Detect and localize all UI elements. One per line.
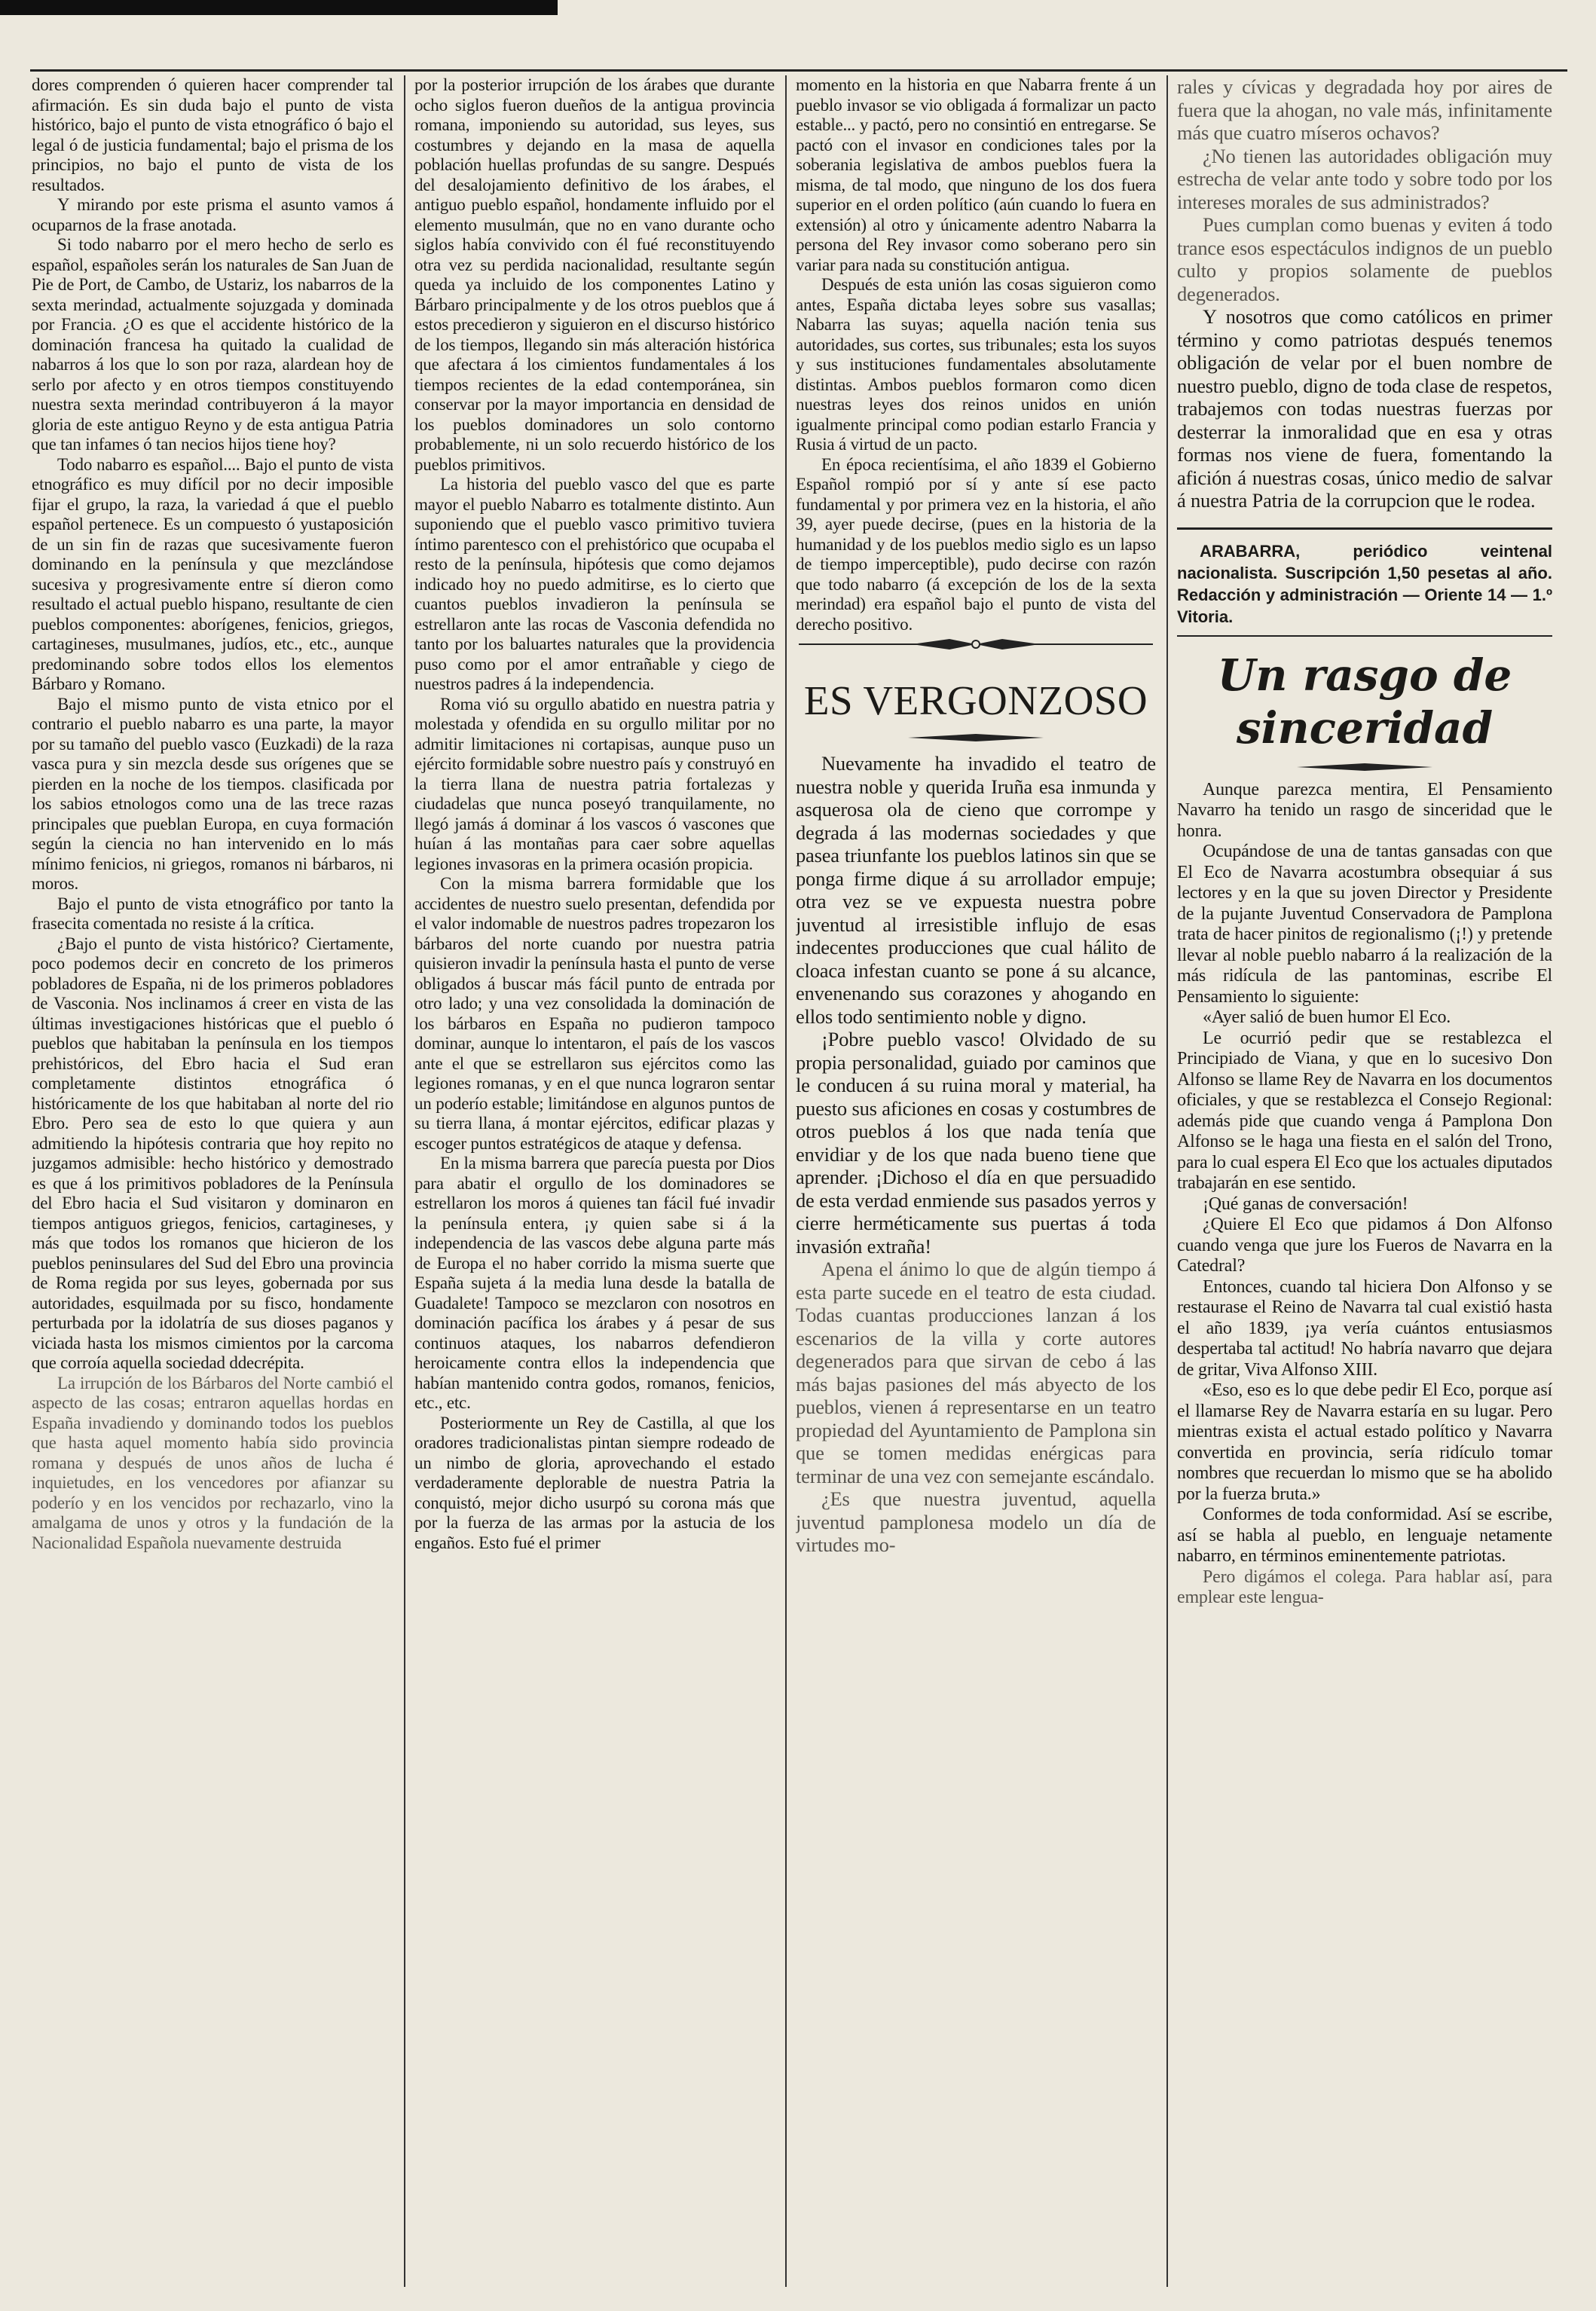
article-continuation <box>1177 75 1552 512</box>
paragraph: La irrupción de los Bárbaros del Norte cambió el aspecto de las cosas; entraron aquellas hordas en España invadiendo y dominando todos los pueblos que hasta aquel momento había sido provincia romana y después de unos años de lucha é inquietudes, en los vencedores por afianzar su poderío y en los vencidos por rechazarlo, vino la amalgama de unos y otros y la fundación de la Nacionalidad Española nuevamente destruida <box>32 1373 393 1552</box>
paragraph: «Eso, eso es lo que debe pedir El Eco, porque así el llamarse Rey de Navarra estaría en su lugar. Pero mientras exista el actual estado político y Navarra convertida en provincia, sería ridículo tomar nombres que recuerdan lo mismo que se ha abolido por la fuerza bruta.» <box>1177 1380 1552 1504</box>
paragraph: Conformes de toda conformidad. Así se escribe, así se habla al pueblo, en lenguaje netamente nabarro, en términos eminentemente patriotas. <box>1177 1505 1552 1566</box>
paragraph: Pues cumplan como buenas y eviten á todo trance esos espectáculos indignos de un pueblo culto y propios solamente de pueblos degenerados. <box>1177 213 1552 305</box>
paragraph: ¿Bajo el punto de vista histórico? Ciertamente, poco podemos decir en concreto de los primeros pobladores de España, ni de los primeros pobladores de Vasconia. Nos inclinamos á creer en vista de las últimas investigaciones históricas que el pueblo ó pueblos que habitaban la península en los tiempos prehistóricos, del Ebro hacia el Sud eran completamente distintos etnográfica ó históricamente de los que habitaban al norte del rio Ebro. Pero sea de esto lo que quiera y aun admitiendo la hipótesis contraria que hoy repito no juzgamos admisible: hecho histórico y demostrado es que á los primitivos pobladores de la Península del Ebro hacia el Sud visitaron y dominaron en tiempos antiguos griegos, fenicios, cartagineses, y más que todos los romanos que hicieron de los pueblos peninsulares del Sud del Ebro una provincia de Roma regida por sus leyes, gobernada por sus autoridades, esquilmada por su fisco, hondamente perturbada por la idolatría de sus dioses paganos y viciada hasta los mismos cimientos por la carcoma que corroía aquella sociedad ddecrépita. <box>32 934 393 1372</box>
article-title: ES VERGONZOSO <box>803 677 1148 723</box>
paragraph: Ocupándose de una de tantas gansadas con que El Eco de Navarra acostumbra obsequiar á sus lectores y en la que su joven Director y Presidente de la pujante Juventud Conservadora de Pamplona trata de hacer pinitos de regionalismo (¡!) y pretende llevar al noble pueblo nabarro á la realización de la más ridícula de las pantominas, escribe El Pensamiento lo siguiente: <box>1177 842 1552 1007</box>
paragraph: ¿No tienen las autoridades obligación muy estrecha de velar ante todo y sobre todo por los intereses morales de sus administrados? <box>1177 144 1552 213</box>
paragraph: Nuevamente ha invadido el teatro de nuestra noble y querida Iruña esa inmunda y asquerosa ola de cieno que corrompe y degrada á las modernas sociedades y que pasea triunfante los pueblos latinos sin que se ponga firme dique á su arrollador empuje; otra vez se ve expuesta nuestra pobre juventud al irresistible influjo de esas indecentes producciones que cual hálito de cloaca infestan cuanto se pone á su alcance, envenenando sus corazones y ahogando en ellos todo sentimiento noble y digno. <box>796 752 1156 1028</box>
column-1 <box>32 75 393 2287</box>
paragraph: rales y cívicas y degradada hoy por aires de fuera que la ahogan, no vale más, infinitamente más que cuatro míseros ochavos? <box>1177 75 1552 144</box>
paragraph: En época recientísima, el año 1839 el Gobierno Español rompió por sí y ante sí ese pacto fundamental y por primera vez en la historia, el año 39, ayer puede decirse, (pues en la historia de la humanidad y de los pueblos medio siglo es un lapso de tiempo imperceptible), pudo decirse con razón que todo nabarro (á excepción de los de la sexta merindad) era español bajo el punto de vista del derecho positivo. <box>796 454 1156 634</box>
article-body <box>1177 780 1552 1609</box>
paragraph: Bajo el mismo punto de vista etnico por el contrario el pueblo nabarro es una parte, la mayor por su tamaño del pueblo vasco (Euzkadi) de la raza vasca pura y sin mezcla desde sus orígenes que se pierden en la noche de los tiempos. clasificada por los sabios etnologos como una de las trece razas principales que pueblan Europa, en cuya formación según la ciencia no han intervenido en lo más mínimo fenicios, ni griegos, romanos ni bárbaros, ni moros. <box>32 694 393 893</box>
paragraph: por la posterior irrupción de los árabes que durante ocho siglos fueron dueños de la antigua provincia romana, imponiendo su autoridad, sus leyes, sus costumbres y dejando en la masa de aquella población huellas profundas de su sangre. Después del desalojamiento definitivo de los árabes, el antiguo pueblo español, hondamente influido por el elemento musulmán, que no en vano durante ocho siglos había convivido con él fué reconstituyendo otra vez su perdida nacionalidad, resultante según queda ya incluido de los componentes Latino y Bárbaro principalmente y de los otros pueblos que á estos precedieron y siguieron en el discurso histórico de los tiempos, llegando sin más alteración histórica que afectara á los cimientos fundamentales á los tiempos recientes de la edad contemporánea, sin conservar por la mayor importancia en densidad de los pueblos dominadores un solo contorno probablemente, ni un solo recuerdo histórico de los pueblos primitivos. <box>414 75 775 474</box>
paragraph: Y nosotros que como católicos en primer término y como patriotas después tenemos obligación de velar por el buen nombre de nuestro pueblo, digno de toda clase de respetos, trabajemos con todas nuestras fuerzas por desterrar la inmoralidad que en esa y otras formas nos viene de fuera, fomentando la afición á nuestras cosas, único medio de salvar á nuestra Patria de la corrupcion que le rodea. <box>1177 305 1552 512</box>
column-rule <box>404 75 405 2287</box>
paragraph: Posteriormente un Rey de Castilla, al que los oradores tradicionalistas pintan siempre rodeado de un nimbo de gloria, aprovechando el estado verdaderamente deplorable de nuestra Patria la conquistó, mejor dicho usurpó su corona más que por la fuerza de las armas por la astucia de los engaños. Esto fué el primer <box>414 1413 775 1552</box>
paragraph: dores comprenden ó quieren hacer comprender tal afirmación. Es sin duda bajo el punto de vista histórico, bajo el punto de vista etnográfico ó bajo el legal ó de justicia fundamental; bajo el prisma de los principios, no bajo el punto de vista de los resultados. <box>32 75 393 194</box>
paragraph: ¡Pobre pueblo vasco! Olvidado de su propia personalidad, guiado por caminos que le conducen á su ruina moral y material, ha puesto sus aficiones en cosas y costumbres de otros pueblos á los que nada tenía que envidiar y de los que nada bueno tiene que aprender. ¡Dichoso el día en que persuadido de esta verdad enmiende sus pasados yerros y cierre herméticamente sus puertas á toda invasión extraña! <box>796 1028 1156 1258</box>
title-underline-ornament <box>1289 760 1440 774</box>
section-rule <box>1177 635 1552 637</box>
paragraph: Le ocurrió pedir que se restablezca el Principiado de Viana, y que en lo sucesivo Don Alfonso se llame Rey de Navarra en los documentos oficiales, y que se restablezca el Consejo Regional: además pide que cuando venga á Pamplona Don Alfonso se le haga una fiesta en el salón del Trono, para lo cual espera El Eco que los actuales diputados trabajarán en ese sentido. <box>1177 1028 1552 1193</box>
paragraph: Pero digámos el colega. Para hablar así, para emplear este lengua- <box>1177 1567 1552 1607</box>
page-top-black-strip <box>0 0 558 15</box>
title-underline-ornament <box>900 731 1051 744</box>
column-rule <box>1166 75 1168 2287</box>
paragraph: Roma vió su orgullo abatido en nuestra patria y molestada y ofendida en su orgullo militar por no admitir limitaciones ni cortapisas, aunque puso un ejército formidable sobre nuestro país y construyó en la tierra llana de nuestra patria fortalezas y ciudadelas que nunca poseyó tranquilamente, no llegó jamás á dominar á los vascos ó vascones que huían á las montañas para caer sobre aquellas legiones invasoras en la primera ocasión propicia. <box>414 694 775 873</box>
section-divider-ornament <box>799 634 1153 654</box>
paragraph: Con la misma barrera formidable que los accidentes de nuestro suelo presentan, defendida por el valor indomable de nuestros padres tropezaron los bárbaros del norte cuando por nuestra patria quisieron invadir la península hasta el punto de verse obligados á buscar más fácil punto de entrada por otro lado; y una vez consolidada la dominación de los bárbaros en España no pudieron tampoco dominar, aunque lo intentaron, el país de los vascos ante el que se estrellaron sus ejércitos como las legiones romanas, y en el que nunca lograron sentar un poderío estable; limitándose en algunos puntos de su tierra llana, á montar ejércitos, edificar plazas y escoger puntos estratégicos de ataque y defensa. <box>414 874 775 1153</box>
page-top-rule <box>30 69 1567 72</box>
notice-box <box>1177 540 1552 628</box>
paragraph: ¿Quiere El Eco que pidamos á Don Alfonso cuando venga que jure los Fueros de Navarra en la Catedral? <box>1177 1215 1552 1276</box>
paragraph: Después de esta unión las cosas siguieron como antes, España dictaba leyes sobre sus vasallas; Nabarra las suyas; aquella nación tenia sus autoridades, sus cortes, sus tribunales; esta los suyos y sus instituciones fundamentales absolutamente distintas. Ambos pueblos formaron como dicen nuestras leyes dos reinos unidos en unión igualmente principal como podian estarlo Francia y Rusia á virtud de un pacto. <box>796 275 1156 454</box>
column-2 <box>414 75 775 2287</box>
notice-text: ARABARRA, periódico veintenal nacionalista. Suscripción 1,50 pesetas al año. Redacción y administración — Oriente 14 — 1.º Vitoria. <box>1177 541 1552 626</box>
paragraph: «Ayer salió de buen humor El Eco. <box>1203 1007 1451 1027</box>
article-title: Un rasgo de sinceridad <box>1217 649 1512 754</box>
paragraph: En la misma barrera que parecía puesta por Dios para abatir el orgullo de los dominadores se estrellaron los moros á quienes tan fácil fué invadir la península entera, ¡y quien sabe si á la independencia de las vascos debe alguna parte más de Europa el no haber corrido la misma suerte que España sujeta á la media luna desde la batalla de Guadalete! Tampoco se mezclaron con nosotros en dominación pacífica los árabes y á pesar de sus continuos ataques, los nabarros defendieron heroicamente contra ellos la independencia que habían mantenido contra godos, romanos, fenicios, etc., etc. <box>414 1154 775 1412</box>
column-4 <box>1177 75 1552 2287</box>
paragraph: Apena el ánimo lo que de algún tiempo á esta parte sucede en el teatro de esta ciudad. Todas cuantas producciones lanzan á los escenarios de la villa y corte autores degenerados para que sirvan de cebo á las más bajas pasiones del más abyecto de los pueblos, vienen á representarse en un teatro propiedad del Ayuntamiento de Pamplona sin que se tomen medidas enérgicas para terminar de una vez con semejante escándalo. <box>796 1258 1156 1487</box>
column-rule <box>785 75 787 2287</box>
paragraph: Todo nabarro es español.... Bajo el punto de vista etnográfico es muy difícil por no decir imposible fijar el grupo, la raza, la variedad á que el pueblo español pertenece. Es un compuesto ó yustaposición de un sin fin de razas que sucesivamente fueron dominando en la península y que mezclándose sucesiva y progresivamente entre sí dieron como resultado el actual pueblo hispano, resultante de cien pueblos componentes: aborígenes, fenicios, griegos, cartagineses, musulmanes, judíos, etc., etc., aunque predominando sobre todos ellos los elementos Bárbaro y Romano. <box>32 454 393 693</box>
column-3 <box>796 75 1156 2287</box>
paragraph: Entonces, cuando tal hiciera Don Alfonso y se restaurase el Reino de Navarra tal cual existió hasta el año 1839, ¡ya vería cuántos entusiasmos despertaba tal actitud! No habría navarro que dejara de gritar, Viva Alfonso XIII. <box>1177 1276 1552 1380</box>
paragraph: ¿Es que nuestra juventud, aquella juventud pamplonesa modelo un día de virtudes mo- <box>796 1487 1156 1556</box>
section-rule <box>1177 527 1552 530</box>
paragraph: momento en la historia en que Nabarra frente á un pueblo invasor se vio obligada á formalizar un pacto estable... y pactó, pero no consintió en entregarse. Se pactó con el invasor en condiciones tales por la soberania legislativa de ambos pueblos fuera la misma, de tal modo, que ninguno de los dos fuera superior en el orden político (aún cuando lo fuera en extensión) al otro y únicamente adentro Nabarra la persona del Rey invasor como soberano pero sin variar para nada su constitución antigua. <box>796 75 1156 274</box>
article-body <box>796 752 1156 1557</box>
paragraph: Bajo el punto de vista etnográfico por tanto la frasecita comentada no resiste á la crítica. <box>32 894 393 933</box>
paragraph: La historia del pueblo vasco del que es parte mayor el pueblo Nabarro es totalmente distinto. Aun suponiendo que el pueblo vasco primitivo tuviera íntimo parentesco con el prehistórico que ocupaba el resto de la península, hipótesis que como dejamos indicado hoy no puedo admitirse, es lo cierto que cuantos pueblos invadieron la península se estrellaron ante las rocas de Vasconia defendida no tanto por los baluartes naturales que la providencia puso como por el amor entrañable y ciego de nuestros padres á la independencia. <box>414 475 775 693</box>
paragraph: Aunque parezca mentira, El Pensamiento Navarro ha tenido un rasgo de sinceridad que le honra. <box>1177 779 1552 841</box>
paragraph: Si todo nabarro por el mero hecho de serlo es español, españoles serán los naturales de San Juan de Pie de Port, de Cambo, de Ustariz, los nabarros de la sexta merindad, actualmente sojuzgada y dominada por Francia. ¿O es que el accidente histórico de la dominación francesa ha quitado la cualidad de nabarros á los que lo son por raza, alardean hoy de serlo por afecto y en otros tiempos constituyendo nuestra sexta merindad contribuyeron á la mayor gloria de este antiguo Reyno y de esta antigua Patria que tan infames ó tan necios hijos tiene hoy? <box>32 235 393 454</box>
paragraph: Y mirando por este prisma el asunto vamos á ocuparnos de la frase anotada. <box>32 195 393 234</box>
paragraph: ¡Qué ganas de conversación! <box>1203 1194 1408 1214</box>
